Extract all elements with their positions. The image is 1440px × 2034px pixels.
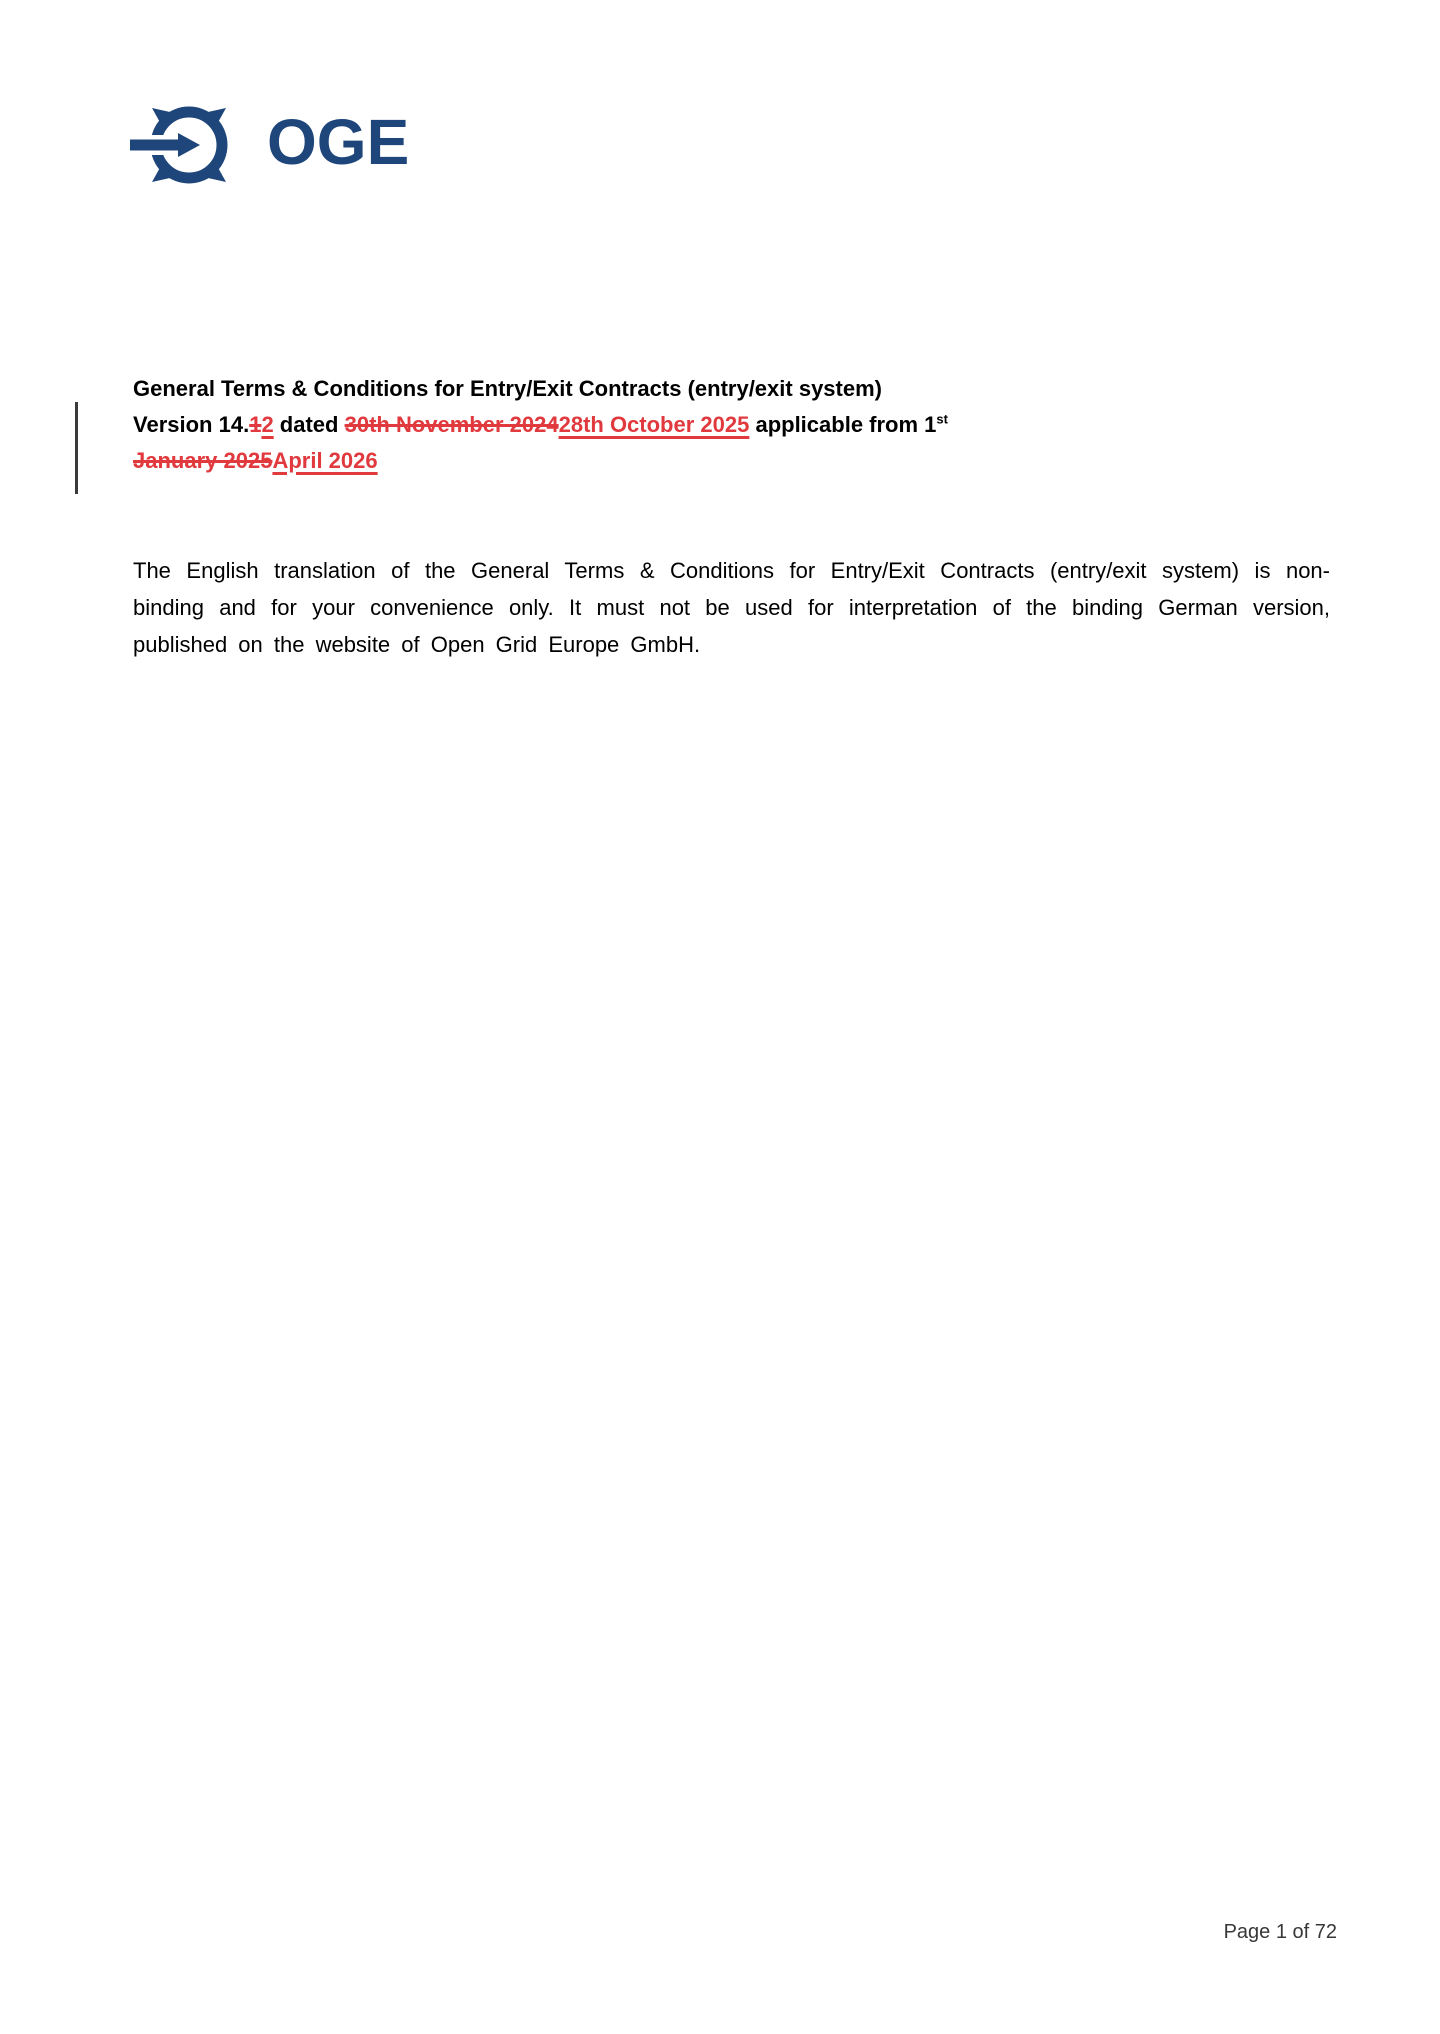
page-footer — [133, 1921, 1337, 1944]
effective-date-inserted: April 2026 — [272, 448, 378, 473]
version-deleted: 1 — [249, 412, 262, 437]
title-line-2 — [133, 407, 1093, 443]
document-title — [133, 371, 1093, 479]
oge-logo — [128, 100, 409, 188]
change-bar — [75, 402, 78, 494]
ordinal-suffix: st — [936, 411, 948, 427]
logo-wordmark: OGE — [267, 106, 410, 178]
title-line-1: General Terms & Conditions for Entry/Exit Contracts (entry/exit system) — [133, 376, 882, 401]
applicable-label: applicable from 1 — [749, 412, 937, 437]
arrow-into-circle-icon — [128, 100, 250, 188]
date-inserted: 28th October 2025 — [558, 412, 750, 437]
disclaimer-paragraph: The English translation of the General Terms & Conditions for Entry/Exit Contracts (entry/exit system) is non-binding and for your convenience only. It must not be used for interpretation of the binding German version, published on the website of Open Grid Europe GmbH. — [133, 558, 1330, 657]
version-inserted: 2 — [261, 412, 274, 437]
page-number-indicator: Page 1 of 72 — [1223, 1921, 1337, 1943]
title-line-3 — [133, 443, 1093, 479]
effective-date-deleted: January 2025 — [133, 448, 273, 473]
date-deleted: 30th November 2024 — [344, 412, 559, 437]
dated-label: dated — [273, 412, 345, 437]
version-prefix: Version 14. — [133, 412, 250, 437]
